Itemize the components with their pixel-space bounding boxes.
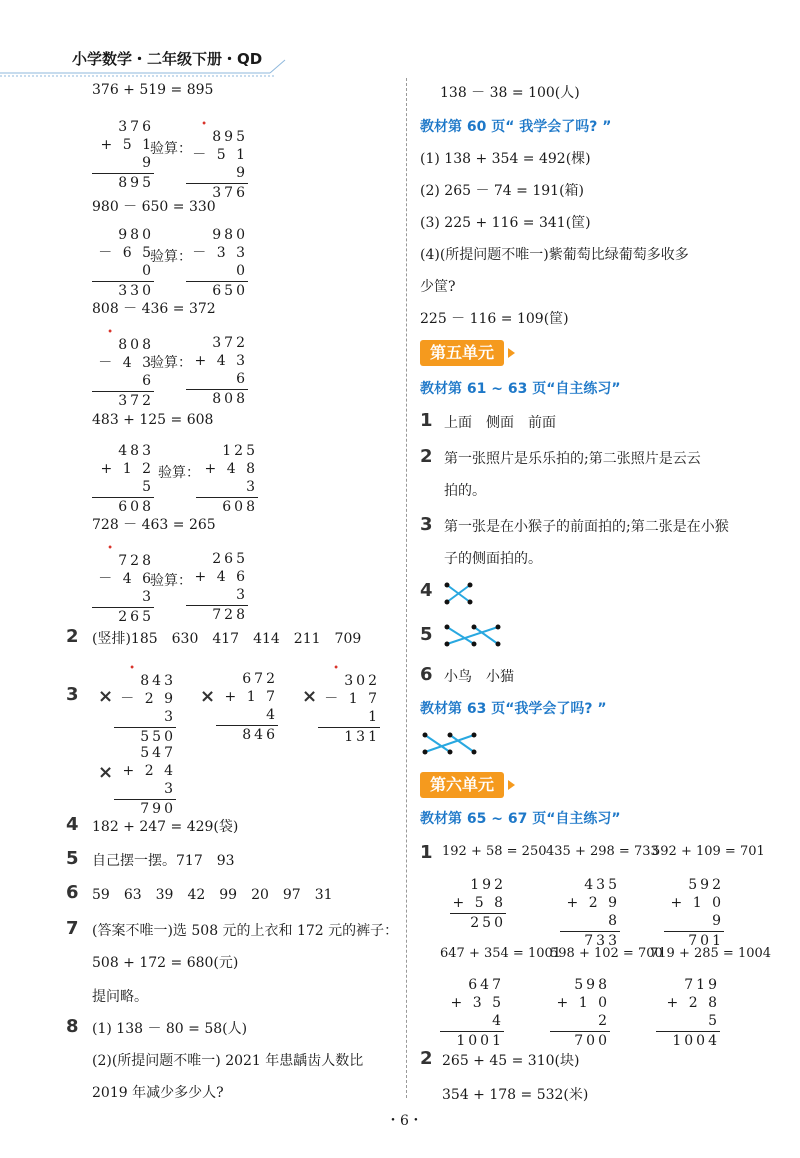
equation: 728 － 463 = 265: [92, 517, 216, 533]
equation: 435 + 298 = 733: [546, 844, 659, 859]
vertical-calc: 980 － 6 5 0 330: [92, 226, 154, 300]
answer-text: 少筐?: [420, 279, 456, 295]
wrong-mark: ×: [98, 686, 114, 707]
wrong-mark: ×: [98, 762, 114, 783]
answer-text: (1) 138 － 80 = 58(人): [92, 1021, 248, 1037]
question-number: 7: [66, 918, 79, 939]
answer-text: 138 － 38 = 100(人): [440, 85, 580, 101]
matching-lines: [444, 582, 474, 606]
vertical-calc: 265 + 4 6 3 728: [186, 550, 248, 624]
answer-text: (竖排)185 630 417 414 211 709: [92, 631, 362, 647]
answer-text: 2019 年减少多少人?: [92, 1085, 224, 1101]
section-heading: 教材第 61 ~ 63 页“自主练习”: [420, 381, 621, 397]
question-number: 4: [66, 814, 79, 835]
check-label: 验算：: [150, 141, 192, 157]
equation: 647 + 354 = 1001: [440, 946, 562, 961]
vertical-calc: 647 + 3 5 4 1001: [440, 976, 504, 1050]
section-heading: 教材第 60 页“ 我学会了吗? ”: [420, 119, 612, 135]
equation: 592 + 109 = 701: [652, 844, 765, 859]
header-decoration: [0, 70, 330, 80]
question-number: 5: [66, 848, 79, 869]
answer-text: (2) 265 － 74 = 191(箱): [420, 183, 584, 199]
matching-lines: [422, 732, 482, 756]
matching-lines: [444, 624, 504, 648]
answer-text: 拍的。: [444, 483, 486, 499]
answer-text: (2)(所提问题不唯一) 2021 年患龋齿人数比: [92, 1053, 364, 1069]
answer-text: 508 + 172 = 680(元): [92, 955, 239, 971]
answer-text: 225 － 116 = 109(筐): [420, 311, 569, 327]
answer-text: (1) 138 + 354 = 492(棵): [420, 151, 591, 167]
question-number: 3: [420, 514, 433, 535]
vertical-calc: • 843 － 2 9 3 550: [114, 666, 176, 746]
section-heading: 教材第 65 ~ 67 页“自主练习”: [420, 811, 621, 827]
vertical-calc: 672 + 1 7 4 846: [216, 670, 278, 744]
vertical-calc: • 808 － 4 3 6 372: [92, 330, 154, 410]
vertical-calc: • 895 － 5 1 9 376: [186, 122, 248, 202]
equation: 598 + 102 = 700: [550, 946, 663, 961]
vertical-calc: 483 + 1 2 5 608: [92, 442, 154, 516]
section-heading: 教材第 63 页“我学会了吗? ”: [420, 701, 607, 717]
answer-text: 提问略。: [92, 989, 148, 1005]
vertical-calc: 719 + 2 8 5 1004: [656, 976, 720, 1050]
equation: 980 － 650 = 330: [92, 199, 216, 215]
answer-text: (3) 225 + 116 = 341(筐): [420, 215, 591, 231]
answer-text: 59 63 39 42 99 20 97 31: [92, 887, 333, 903]
equation: 376 + 519 = 895: [92, 82, 214, 98]
unit-badge: 第六单元: [420, 772, 504, 798]
question-number: 1: [420, 410, 433, 431]
answer-text: 自己摆一摆。717 93: [92, 853, 235, 869]
answer-text: 182 + 247 = 429(袋): [92, 819, 239, 835]
unit-badge: 第五单元: [420, 340, 504, 366]
question-number: 8: [66, 1016, 79, 1037]
check-label: 验算：: [150, 573, 192, 589]
equation: 192 + 58 = 250: [442, 844, 547, 859]
page-number: ・6・: [386, 1113, 423, 1129]
vertical-calc: 376 + 5 1 9 895: [92, 118, 154, 192]
answer-text: 第一张是在小猴子的前面拍的;第二张是在小猴: [444, 519, 729, 535]
vertical-calc: 192 + 5 8 250: [450, 876, 506, 932]
question-number: 6: [420, 664, 433, 685]
equation: 808 － 436 = 372: [92, 301, 216, 317]
column-divider: [406, 78, 407, 1098]
question-number: 2: [420, 1048, 433, 1069]
question-number: 2: [66, 626, 79, 647]
check-label: 验算：: [150, 249, 192, 265]
answer-text: 354 + 178 = 532(米): [442, 1087, 589, 1103]
equation: 719 + 285 = 1004: [650, 946, 772, 961]
vertical-calc: 980 － 3 3 0 650: [186, 226, 248, 300]
question-number: 4: [420, 580, 433, 601]
wrong-mark: ×: [200, 686, 216, 707]
vertical-calc: 125 + 4 8 3 608: [196, 442, 258, 516]
answer-text: (4)(所提问题不唯一)紫葡萄比绿葡萄多收多: [420, 247, 689, 263]
page-header-title: 小学数学・二年级下册・QD: [72, 50, 263, 68]
check-label: 验算：: [150, 355, 192, 371]
vertical-calc: 598 + 1 0 2 700: [550, 976, 610, 1050]
question-number: 3: [66, 684, 79, 705]
vertical-calc: 435 + 2 9 8 733: [560, 876, 620, 950]
question-number: 5: [420, 624, 433, 645]
answer-text: 上面 侧面 前面: [444, 415, 556, 431]
answer-text: (答案不唯一)选 508 元的上衣和 172 元的裤子：: [92, 923, 399, 939]
answer-text: 265 + 45 = 310(块): [442, 1053, 580, 1069]
question-number: 2: [420, 446, 433, 467]
answer-text: 子的侧面拍的。: [444, 551, 542, 567]
check-label: 验算：: [158, 465, 200, 481]
vertical-calc: 372 + 4 3 6 808: [186, 334, 248, 408]
answer-text: 小鸟 小猫: [444, 669, 514, 685]
vertical-calc: 547 + 2 4 3 790: [114, 744, 176, 818]
vertical-calc: • 302 － 1 7 1 131: [318, 666, 380, 746]
equation: 483 + 125 = 608: [92, 412, 214, 428]
wrong-mark: ×: [302, 686, 318, 707]
vertical-calc: • 728 － 4 6 3 265: [92, 546, 154, 626]
answer-text: 第一张照片是乐乐拍的;第二张照片是云云: [444, 451, 701, 467]
question-number: 6: [66, 882, 79, 903]
vertical-calc: 592 + 1 0 9 701: [664, 876, 724, 950]
question-number: 1: [420, 842, 433, 863]
